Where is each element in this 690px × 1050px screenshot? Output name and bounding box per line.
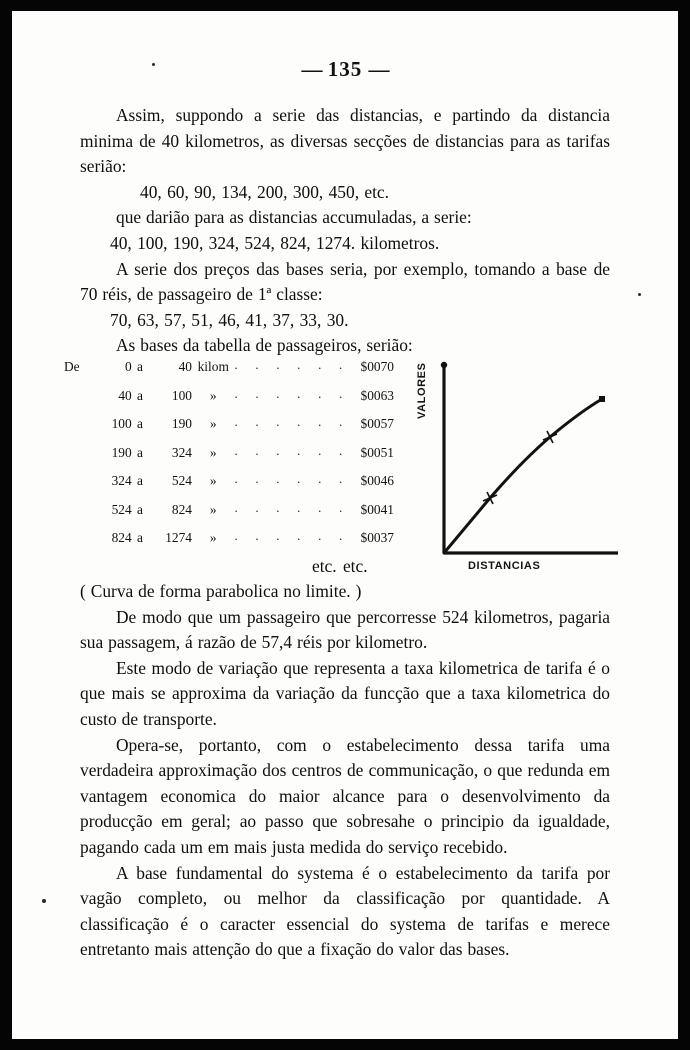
row-from: 40 xyxy=(118,387,132,403)
row-conjunction: a xyxy=(137,473,143,488)
document-page xyxy=(12,11,678,1039)
row-to: 324 xyxy=(171,444,192,460)
row-to: 1274 xyxy=(165,530,192,545)
row-to: 524 xyxy=(171,473,192,488)
row-prefix xyxy=(64,530,92,559)
paragraph-2: que darião para as distancias accumuladas, a serie: xyxy=(116,207,472,228)
paragraph-3: A serie dos preços das bases seria, por exemplo, tomando a base de 70 réis, de passageiro de 1ª classe: xyxy=(80,258,610,305)
row-conjunction: a xyxy=(137,359,143,374)
page-number xyxy=(12,57,678,82)
table-row xyxy=(64,359,394,388)
table-row xyxy=(64,502,394,531)
row-price: $0051 xyxy=(360,444,394,460)
scan-speck xyxy=(42,899,46,903)
row-from: 524 xyxy=(111,501,132,517)
series-prices: 70, 63, 57, 51, 46, 41, 37, 33, 30. xyxy=(110,309,349,330)
y-axis-cap-dot xyxy=(441,362,447,368)
row-to: 190 xyxy=(171,416,192,431)
row-leader-dots xyxy=(234,499,350,531)
paragraph-6: De modo que um passageiro que percorresse 524 kilometros, pagaria sua passagem, á razão de 57,4 réis por kilometro. xyxy=(80,606,610,653)
body-text-upper xyxy=(80,103,610,359)
paragraph-curve-note: ( Curva de forma parabolica no limite. ) xyxy=(80,581,362,601)
row-leader-dots xyxy=(234,473,349,502)
page-number-dash-right: — xyxy=(368,57,389,81)
row-from: 324 xyxy=(111,473,132,488)
etc-etc-text: etc. etc. xyxy=(312,556,368,576)
body-text-lower xyxy=(80,579,610,963)
table-row xyxy=(64,416,394,445)
distances-values-chart xyxy=(412,357,624,575)
leader-dots: . . . . . . xyxy=(234,357,350,372)
row-leader-dots xyxy=(234,530,349,559)
table-row xyxy=(64,445,394,474)
leader-dots: . . . . . . xyxy=(234,385,350,401)
row-price: $0063 xyxy=(360,387,394,403)
row-from: 824 xyxy=(111,530,132,545)
row-unit: » xyxy=(209,473,217,488)
row-price: $0070 xyxy=(360,359,394,374)
table-row xyxy=(64,530,394,559)
row-conjunction: a xyxy=(137,530,143,545)
row-unit: » xyxy=(209,387,217,403)
row-leader-dots xyxy=(234,359,349,388)
row-conjunction: a xyxy=(137,416,143,431)
row-unit: » xyxy=(209,501,217,517)
leader-dots: . . . . . . xyxy=(234,414,350,429)
paragraph-8: Opera-se, portanto, com o estabelecimento dessa tarifa uma verdadeira approximação dos centros de communicação, o que redunda em vantagem economica do maior alcance para o desenvolvimento da producção em geral; ao passo que sobresahe o principio da igualdade, pagando cada um em mais justa medida do serviço recebido. xyxy=(80,734,610,857)
row-prefix xyxy=(64,416,92,445)
table-row xyxy=(64,473,394,502)
row-unit: » xyxy=(209,530,217,545)
page-number-value: 135 xyxy=(327,57,363,81)
row-unit: » xyxy=(209,444,217,460)
row-unit: » xyxy=(209,416,217,431)
row-to: 40 xyxy=(178,359,192,374)
scan-speck xyxy=(638,293,641,296)
paragraph-7: Este modo de variação que representa a taxa kilometrica de tarifa é o que mais se approxima da variação da funcção que a taxa kilometrica do custo de transporte. xyxy=(80,657,610,729)
curve-endpoint-dot xyxy=(599,396,605,402)
leader-dots: . . . . . . xyxy=(234,471,350,486)
row-from: 190 xyxy=(111,444,132,460)
paragraph-4: As bases da tabella de passageiros, serião: xyxy=(116,335,413,356)
row-prefix xyxy=(64,473,92,502)
row-price: $0041 xyxy=(360,501,394,517)
row-to: 824 xyxy=(171,501,192,517)
table-and-chart xyxy=(64,359,624,574)
series-accumulated: 40, 100, 190, 324, 524, 824, 1274. kilometros. xyxy=(110,232,440,253)
row-leader-dots xyxy=(234,416,349,445)
table-row xyxy=(64,388,394,417)
paragraph-1: Assim, suppondo a serie das distancias, e partindo da distancia minima de 40 kilometros, as diversas secções de distancias para as tarifas serião: xyxy=(80,105,610,177)
row-from: 100 xyxy=(111,416,132,431)
row-prefix: De xyxy=(64,359,80,374)
paragraph-9: A base fundamental do systema é o estabelecimento da tarifa por vagão completo, ou melhor da classificação por quantidade. A classificação é o caracter essencial do systema de tarifas e merece entretanto mais attenção do que a fixação do valor das bases. xyxy=(80,862,610,960)
row-price: $0046 xyxy=(360,473,394,488)
tariff-table-body xyxy=(64,359,394,559)
leader-dots: . . . . . . xyxy=(234,499,350,515)
page-number-dash-left: — xyxy=(301,57,322,81)
row-price: $0057 xyxy=(360,416,394,431)
row-conjunction: a xyxy=(137,387,143,403)
row-to: 100 xyxy=(171,387,192,403)
row-from: 0 xyxy=(125,359,132,374)
chart-svg xyxy=(412,357,624,575)
row-conjunction: a xyxy=(137,444,143,460)
leader-dots: . . . . . . xyxy=(234,442,350,458)
tariff-table xyxy=(64,359,394,559)
curve-path xyxy=(444,399,602,553)
row-prefix xyxy=(64,502,92,531)
chart-x-axis-label: DISTANCIAS xyxy=(468,560,541,572)
row-unit: kilom xyxy=(197,359,229,374)
row-leader-dots xyxy=(234,385,350,417)
row-price: $0037 xyxy=(360,530,394,545)
scan-speck xyxy=(152,63,155,66)
series-sections: 40, 60, 90, 134, 200, 300, 450, etc. xyxy=(140,181,389,202)
leader-dots: . . . . . . xyxy=(234,528,350,543)
chart-y-axis-label: VALORES xyxy=(416,362,428,419)
row-prefix xyxy=(64,445,92,474)
row-conjunction: a xyxy=(137,501,143,517)
row-prefix xyxy=(64,388,92,417)
row-leader-dots xyxy=(234,442,350,474)
